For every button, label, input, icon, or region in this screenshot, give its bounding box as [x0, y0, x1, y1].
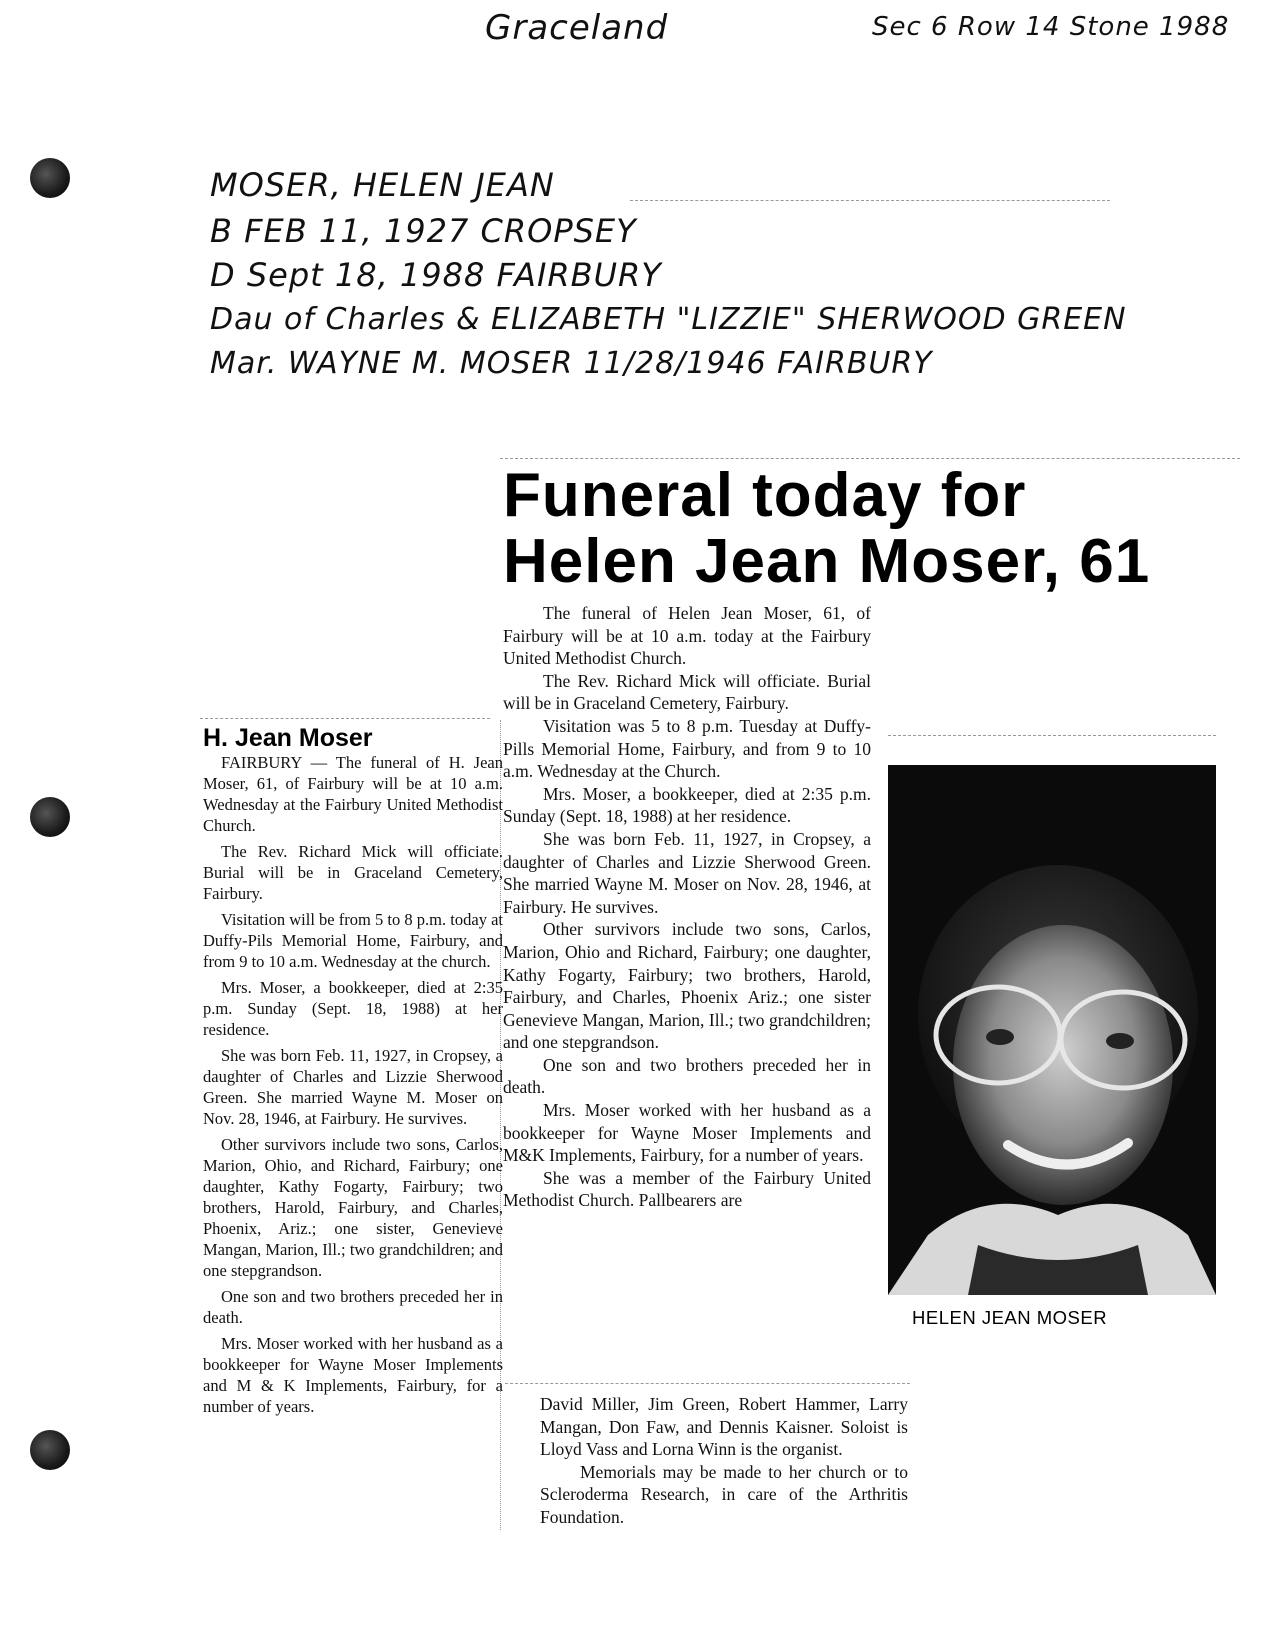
punch-hole-middle	[30, 797, 70, 837]
headline-line-1: Funeral today for	[503, 461, 1027, 530]
portrait-illustration	[888, 765, 1216, 1295]
side-paragraph: One son and two brothers preceded her in death.	[203, 1287, 503, 1327]
clip-edge-photo	[888, 735, 1216, 736]
portrait-photo	[888, 765, 1216, 1295]
handwritten-cemetery: Graceland	[485, 8, 669, 48]
article-body	[503, 602, 871, 1212]
punch-hole-bottom	[30, 1430, 70, 1470]
article-paragraph: Visitation was 5 to 8 p.m. Tuesday at Duffy-Pills Memorial Home, Fairbury, and from 9 to 10 a.m. Wednesday at the Church.	[503, 715, 871, 782]
side-paragraph: The Rev. Richard Mick will officiate. Burial will be in Graceland Cemetery, Fairbury.	[203, 842, 503, 903]
article-headline	[503, 463, 1263, 595]
article-body-continued	[540, 1393, 908, 1529]
article-paragraph: She was born Feb. 11, 1927, in Cropsey, a daughter of Charles and Lizzie Sherwood Green. She married Wayne M. Moser on Nov. 28, 1946, at Fairbury. He survives.	[503, 828, 871, 917]
side-notice-heading: H. Jean Moser	[203, 724, 373, 752]
article-paragraph: Other survivors include two sons, Carlos, Marion, Ohio and Richard, Fairbury; one daughter, Kathy Fogarty, Fairbury; two brothers, Harold, Fairbury, and Charles, Phoenix Ariz.; one sister Genevieve Mangan, Marion, Ill.; two grandchildren; and one stepgrandson.	[503, 919, 871, 1053]
handwritten-parents: Dau of Charles & ELIZABETH "LIZZIE" SHERWOOD GREEN	[210, 302, 1127, 337]
handwritten-marriage: Mar. WAYNE M. MOSER 11/28/1946 FAIRBURY	[210, 346, 933, 381]
article-paragraph: Mrs. Moser, a bookkeeper, died at 2:35 p.m. Sunday (Sept. 18, 1988) at her residence.	[503, 783, 871, 827]
side-paragraph: Mrs. Moser, a bookkeeper, died at 2:35 p.m. Sunday (Sept. 18, 1988) at her residence.	[203, 978, 503, 1039]
article-paragraph: The Rev. Richard Mick will officiate. Burial will be in Graceland Cemetery, Fairbury.	[503, 670, 871, 714]
handwritten-plot: Sec 6 Row 14 Stone 1988	[872, 12, 1230, 42]
article-paragraph: The funeral of Helen Jean Moser, 61, of Fairbury will be at 10 a.m. today at the Fairbury United Methodist Church.	[503, 603, 871, 669]
photo-caption: HELEN JEAN MOSER	[912, 1307, 1108, 1328]
clip-edge-side	[200, 718, 490, 719]
side-paragraph: She was born Feb. 11, 1927, in Cropsey, a daughter of Charles and Lizzie Sherwood Green. She married Wayne M. Moser on Nov. 28, 1946, at Fairbury. He survives.	[203, 1046, 503, 1128]
handwritten-birth: B FEB 11, 1927 CROPSEY	[210, 212, 637, 250]
side-paragraph: FAIRBURY — The funeral of H. Jean Moser, 61, of Fairbury will be at 10 a.m. Wednesday at the Fairbury United Methodist Church.	[203, 753, 503, 835]
side-paragraph: Visitation will be from 5 to 8 p.m. today at Duffy-Pils Memorial Home, Fairbury, and from 9 to 10 a.m. Wednesday at the church.	[203, 910, 503, 971]
clip-edge-top	[500, 458, 1240, 459]
side-notice-body	[203, 752, 503, 1422]
handwritten-death: D Sept 18, 1988 FAIRBURY	[210, 256, 662, 294]
side-paragraph: Other survivors include two sons, Carlos, Marion, Ohio, and Richard, Fairbury; one daughter, Kathy Fogarty, Fairbury; two brothers, Harold, Fairbury, and Charles, Phoenix, Ariz.; one sister, Genevieve Mangan, Marion, Ill.; two grandchildren; and one stepgrandson.	[203, 1135, 503, 1280]
article-paragraph: Mrs. Moser worked with her husband as a bookkeeper for Wayne Moser Implements and M&K Implements, Fairbury, for a number of years.	[503, 1100, 871, 1166]
handwritten-name: MOSER, HELEN JEAN	[210, 166, 555, 204]
article-paragraph: She was a member of the Fairbury United Methodist Church. Pallbearers are	[503, 1167, 871, 1211]
article-paragraph: Memorials may be made to her church or to Scleroderma Research, in care of the Arthritis Foundation.	[540, 1461, 908, 1527]
article-paragraph: One son and two brothers preceded her in death.	[503, 1054, 871, 1098]
side-paragraph: Mrs. Moser worked with her husband as a bookkeeper for Wayne Moser Implements and M & K Implements, Fairbury, for a number of years.	[203, 1334, 503, 1416]
article-paragraph: David Miller, Jim Green, Robert Hammer, Larry Mangan, Don Faw, and Dennis Kaisner. Soloist is Lloyd Vass and Lorna Winn is the organist.	[540, 1394, 908, 1460]
headline-line-2: Helen Jean Moser, 61	[503, 527, 1151, 596]
handwritten-underline	[630, 200, 1110, 201]
clip-edge-bottom	[505, 1383, 910, 1384]
punch-hole-top	[30, 158, 70, 198]
